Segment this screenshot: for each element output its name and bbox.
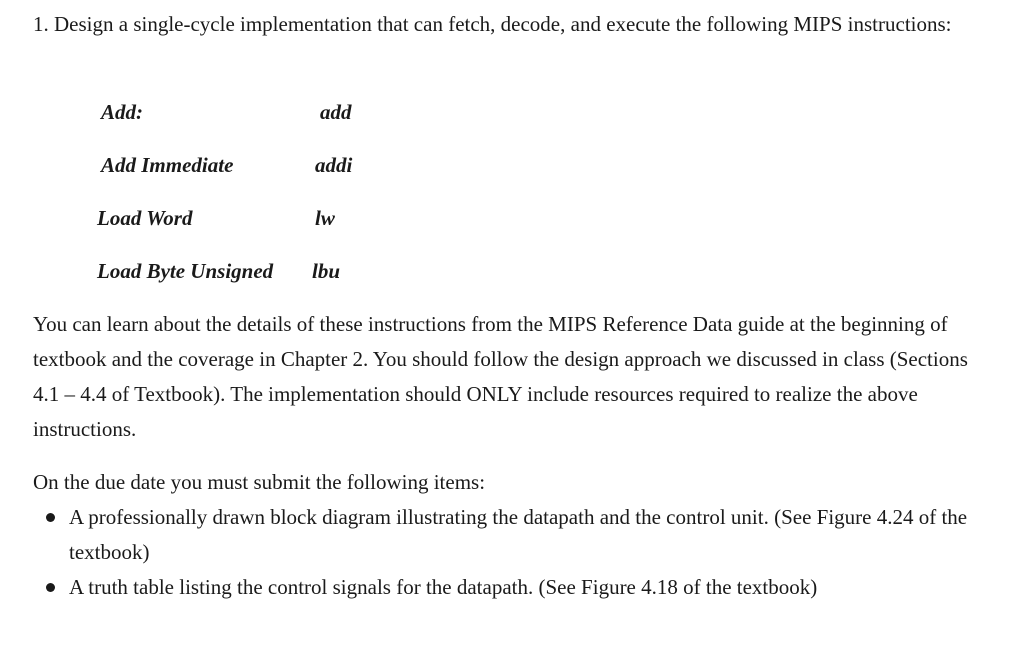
list-item-text: A professionally drawn block diagram illustrating the datapath and the control unit. (See Figure 4.24 of the textbook) [69, 505, 968, 564]
list-item [33, 570, 993, 605]
bullet-icon [46, 583, 55, 592]
due-date-paragraph: On the due date you must submit the following items: [33, 470, 486, 494]
instruction-name: Load Byte Unsigned [97, 259, 274, 283]
instruction-mnemonic: lw [315, 206, 335, 230]
instruction-mnemonic: lbu [312, 259, 341, 283]
instruction-name: Load Word [97, 206, 193, 230]
list-item [33, 500, 993, 570]
instruction-name: Add: [101, 100, 143, 124]
list-item-text: A truth table listing the control signals for the datapath. (See Figure 4.18 of the textbook) [69, 575, 818, 599]
instruction-name: Add Immediate [101, 153, 234, 177]
submission-list [33, 500, 993, 605]
instruction-mnemonic: addi [315, 153, 353, 177]
instruction-mnemonic: add [320, 100, 352, 124]
question-text: 1. Design a single-cycle implementation that can fetch, decode, and execute the following MIPS instructions: [33, 12, 952, 36]
intro-paragraph: You can learn about the details of these instructions from the MIPS Reference Data guide at the beginning of textbook and the coverage in Chapter 2. You should follow the design approach we discussed in class (Sections 4.1 – 4.4 of Textbook). The implementation should ONLY include resources required to realize the above instructions. [33, 312, 968, 441]
bullet-icon [46, 513, 55, 522]
